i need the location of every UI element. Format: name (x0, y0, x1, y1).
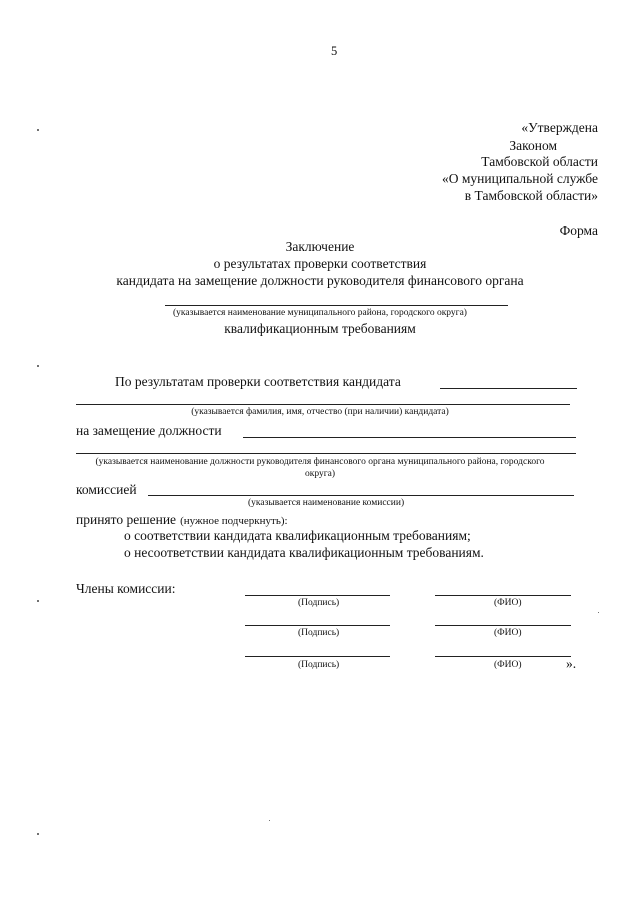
approval-line-1: «Утверждена (521, 120, 598, 135)
decision-hint: (нужное подчеркнуть): (180, 515, 288, 527)
name-blank-2 (435, 625, 571, 626)
commission-hint: (указывается наименование комиссии) (248, 498, 405, 508)
option-noncompliance: о несоответствии кандидата квалификационным требованиям. (124, 545, 484, 560)
municipality-blank (165, 305, 508, 306)
title-line-2: о результатах проверки соответствия (213, 256, 427, 271)
approval-line-2: Законом (509, 138, 557, 153)
page-number: 5 (331, 44, 338, 58)
name-hint-3: (ФИО) (494, 660, 522, 670)
position-hint-2: округа) (304, 469, 336, 479)
signature-blank-2 (245, 625, 390, 626)
signature-hint-3: (Подпись) (298, 660, 340, 670)
title-line-1: Заключение (285, 239, 355, 254)
candidate-hint: (указывается фамилия, имя, отчество (при наличии) кандидата) (191, 407, 449, 417)
signature-blank-1 (245, 595, 390, 596)
approval-line-4: «О муниципальной службе (441, 171, 598, 186)
scan-speck (37, 129, 39, 131)
position-label: на замещение должности (76, 423, 222, 438)
closing-quote: ». (566, 656, 577, 671)
scan-speck (269, 820, 270, 821)
scan-speck (37, 365, 39, 367)
name-blank-1 (435, 595, 571, 596)
scan-speck (598, 612, 599, 613)
decision-label: принято решение (76, 512, 177, 527)
name-hint-1: (ФИО) (494, 598, 522, 608)
approval-line-5: в Тамбовской области» (464, 188, 598, 203)
approval-line-3: Тамбовской области (481, 154, 598, 169)
intro-text: По результатам проверки соответствия кандидата (115, 374, 401, 389)
option-compliance: о соответствии кандидата квалификационным требованиям; (124, 528, 471, 543)
name-blank-3 (435, 656, 571, 657)
signature-hint-2: (Подпись) (298, 628, 340, 638)
members-label: Члены комиссии: (76, 581, 176, 596)
position-blank-1 (243, 437, 576, 438)
title-line-4: квалификационным требованиям (224, 321, 416, 336)
commission-blank (148, 495, 574, 496)
signature-blank-3 (245, 656, 390, 657)
municipality-hint: (указывается наименование муниципального района, городского округа) (173, 308, 467, 318)
name-hint-2: (ФИО) (494, 628, 522, 638)
candidate-blank (76, 404, 570, 405)
form-label: Форма (559, 223, 598, 238)
intro-blank (440, 388, 577, 389)
position-hint-1: (указывается наименование должности руководителя финансового органа муниципального района, городского (95, 457, 545, 467)
scan-speck (37, 833, 39, 835)
commission-label: комиссией (76, 482, 137, 497)
position-blank-2 (76, 453, 576, 454)
scan-speck (37, 600, 39, 602)
title-line-3: кандидата на замещение должности руководителя финансового органа (116, 273, 524, 288)
decision-line (76, 511, 288, 529)
signature-hint-1: (Подпись) (298, 598, 340, 608)
